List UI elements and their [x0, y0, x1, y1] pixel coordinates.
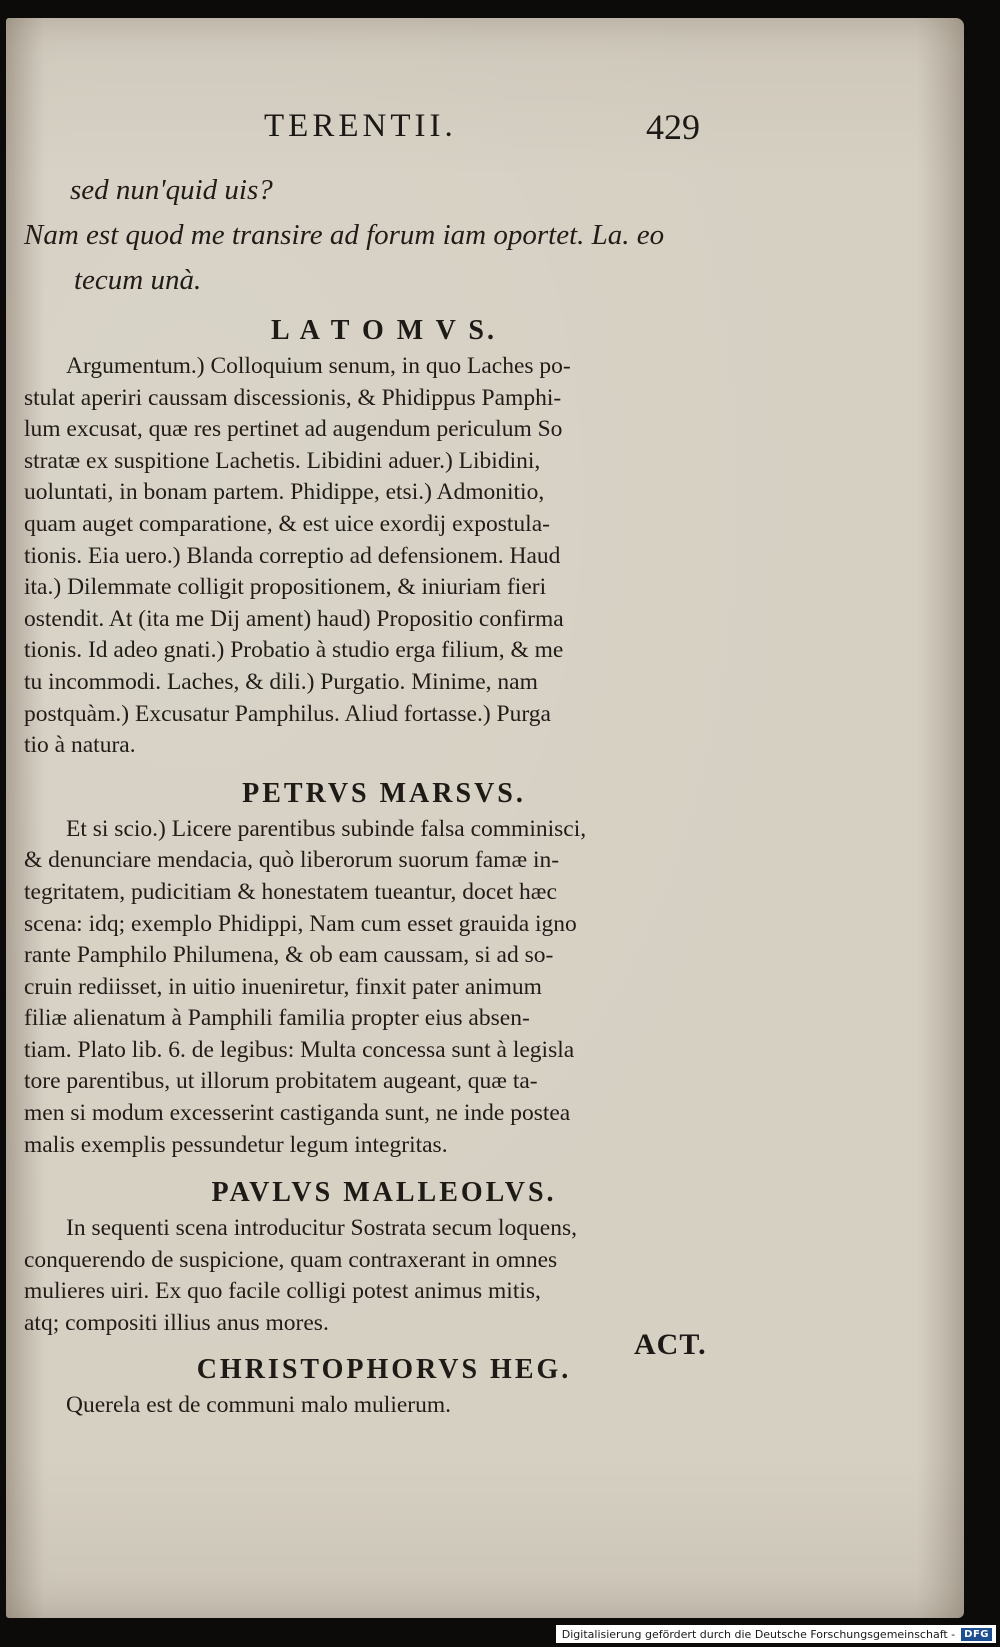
section-heading-christophorus-heg: CHRISTOPHORVS HEG. — [196, 1353, 572, 1385]
text-line: uoluntati, in bonam partem. Phidippe, etsi.) Admonitio, — [24, 479, 545, 506]
text-line: tio à natura. — [24, 732, 136, 759]
verse-line: tecum unà. — [74, 264, 202, 296]
text-line: tionis. Eia uero.) Blanda correptio ad defensionem. Haud — [24, 542, 561, 569]
book-page — [6, 18, 964, 1618]
text-line: stulat aperiri caussam discessionis, & Phidippus Pamphi- — [24, 384, 562, 411]
text-line: rante Pamphilo Philumena, & ob eam caussam, si ad so- — [24, 942, 554, 969]
text-line: postquàm.) Excusatur Pamphilus. Aliud fortasse.) Purga — [24, 700, 551, 727]
catchword: ACT. — [634, 1328, 707, 1361]
text-line: ita.) Dilemmate colligit propositionem, & iniuriam fieri — [24, 574, 547, 601]
text-line: ostendit. At (ita me Dij ament) haud) Propositio confirma — [24, 605, 564, 632]
page-number: 429 — [646, 107, 700, 147]
dfg-logo-icon: DFG — [961, 1628, 992, 1641]
text-line: quam auget comparatione, & est uice exordij expostula- — [24, 510, 550, 537]
verse-line: Nam est quod me transire ad forum iam oportet. La. eo — [24, 219, 665, 251]
section-heading-latomus: L A T O M V S. — [271, 315, 497, 346]
page-text — [24, 168, 744, 1421]
text-line: cruin rediisset, in uitio inueniretur, finxit pater animum — [24, 973, 542, 1000]
text-line: scena: idq; exemplo Phidippi, Nam cum esset grauida igno — [24, 910, 577, 937]
text-line: Querela est de communi malo mulierum. — [66, 1391, 452, 1418]
digitization-footer — [556, 1625, 996, 1643]
text-line: & denunciare mendacia, quò liberorum suorum famæ in- — [24, 847, 560, 874]
text-line: tore parentibus, ut illorum probitatem augeant, quæ ta- — [24, 1068, 538, 1095]
footer-text: Digitalisierung gefördert durch die Deutsche Forschungsgemeinschaft - — [561, 1627, 956, 1641]
section-heading-petrus-marsus: PETRVS MARSVS. — [242, 777, 526, 809]
text-line: atq; compositi illius anus mores. — [24, 1310, 329, 1337]
text-line: malis exemplis pessundetur legum integritas. — [24, 1131, 448, 1158]
text-line: tu incommodi. Laches, & dili.) Purgatio. Minime, nam — [24, 668, 538, 695]
section-heading-paulus-malleolus: PAVLVS MALLEOLVS. — [211, 1177, 557, 1209]
text-line: men si modum excesserint castiganda sunt, ne inde postea — [24, 1100, 571, 1127]
text-line: tionis. Id adeo gnati.) Probatio à studio erga filium, & me — [24, 637, 564, 664]
verse-line: sed nun'quid uis? — [70, 174, 273, 206]
text-line: mulieres uiri. Ex quo facile colligi potest animus mitis, — [24, 1278, 541, 1305]
text-line: filiæ alienatum à Pamphili familia propter eius absen- — [24, 1005, 530, 1032]
running-head — [6, 108, 964, 148]
running-title: TERENTII. — [264, 108, 457, 144]
text-line: tegritatem, pudicitiam & honestatem tueantur, docet hæc — [24, 878, 557, 905]
text-line: In sequenti scena introducitur Sostrata secum loquens, — [66, 1215, 577, 1242]
text-line: Argumentum.) Colloquium senum, in quo Laches po- — [66, 353, 571, 379]
text-line: Et si scio.) Licere parentibus subinde falsa comminisci, — [66, 815, 587, 842]
text-line: conquerendo de suspicione, quam contraxerant in omnes — [24, 1246, 558, 1273]
text-line: lum excusat, quæ res pertinet ad augendum periculum So — [24, 416, 563, 443]
text-line: tiam. Plato lib. 6. de legibus: Multa concessa sunt à legisla — [24, 1036, 575, 1063]
text-line: stratæ ex suspitione Lachetis. Libidini aduer.) Libidini, — [24, 447, 541, 474]
